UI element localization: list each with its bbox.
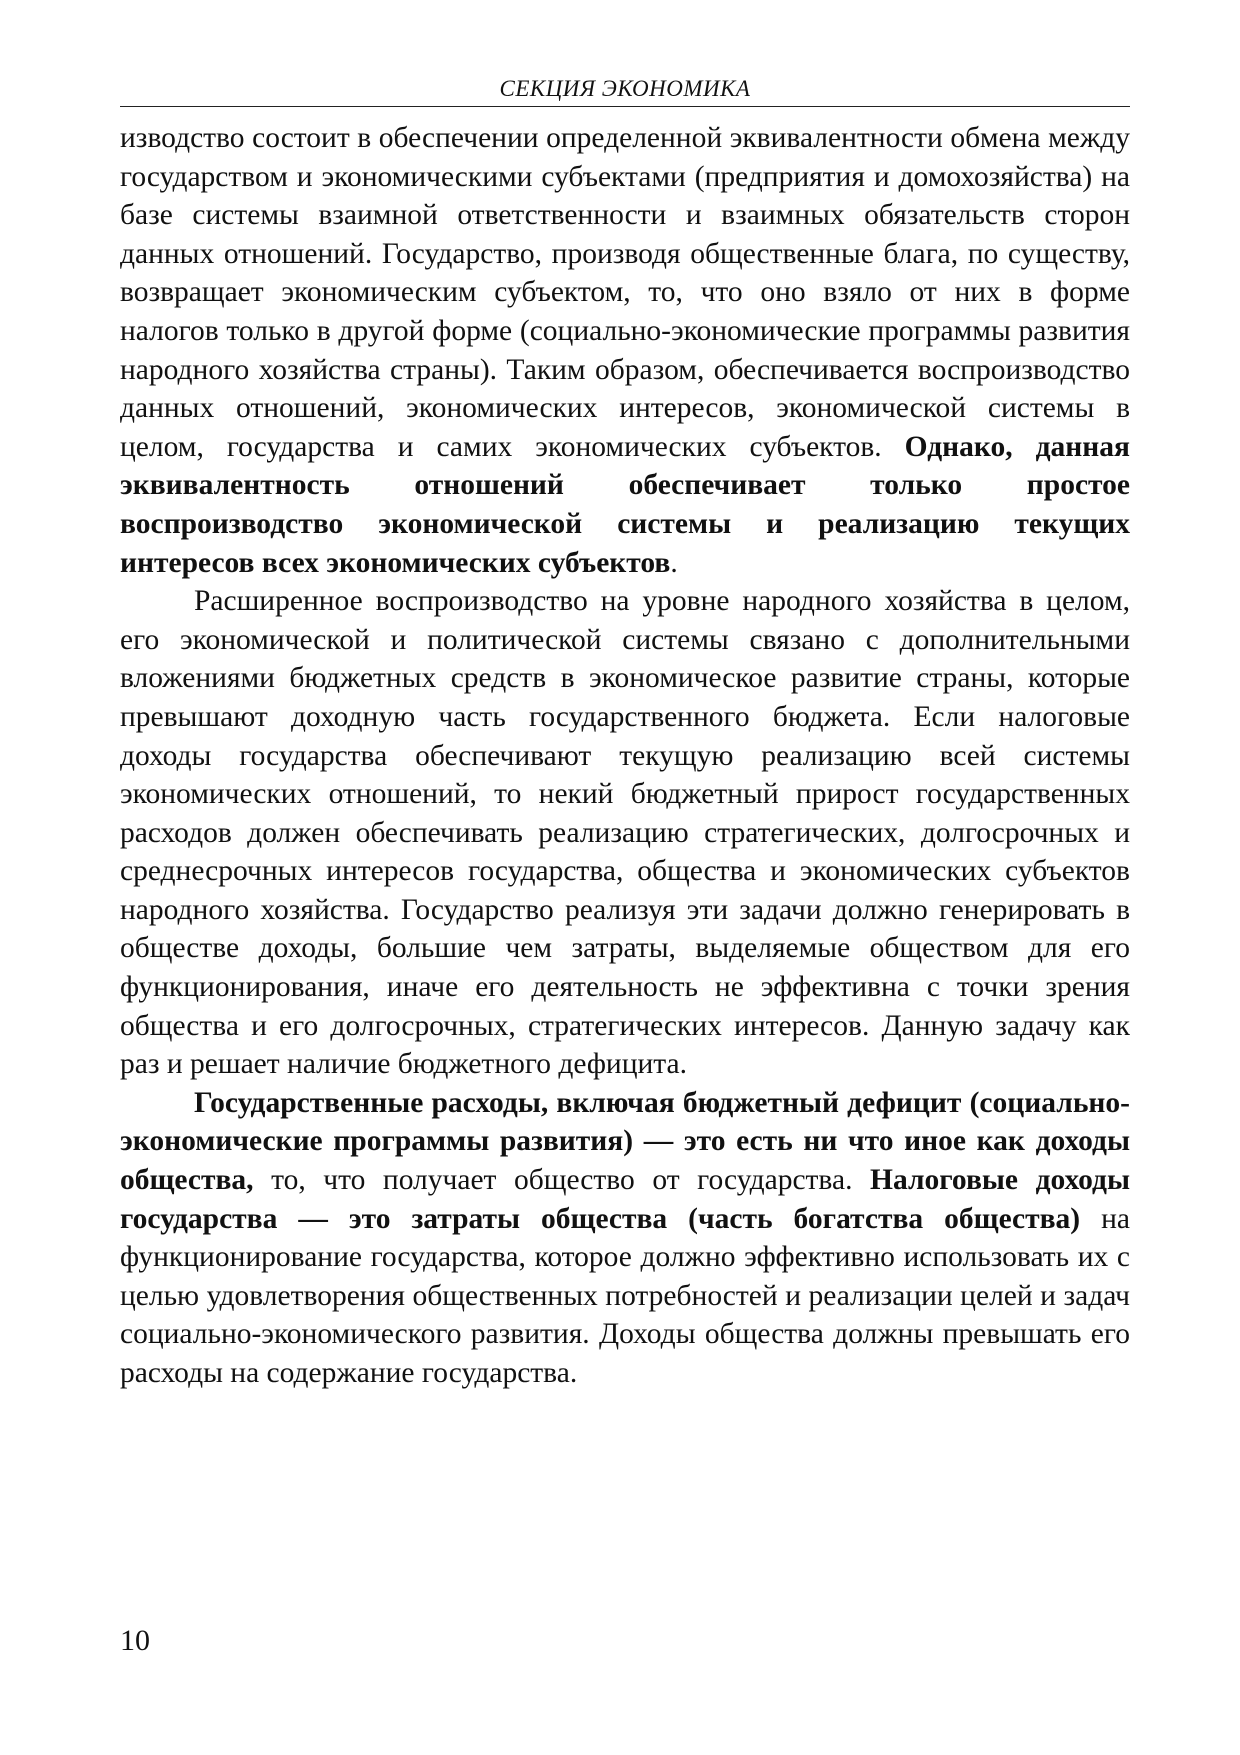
header-rule xyxy=(120,106,1130,107)
paragraph-3-bold-1: Государственные расходы, включая бюджетный дефицит (социально-экономические программы развития) — это есть ни что иное как доходы общества, xyxy=(120,1086,1130,1197)
paragraph-3-text-1: то, что получает общество от государства. xyxy=(253,1164,871,1197)
page-number: 10 xyxy=(120,1624,150,1657)
paragraph-3-bold-2: Налоговые доходы государства — это затраты общества (часть богатства общества) xyxy=(120,1164,1130,1235)
paragraph-3-text-2: на функционирование государства, которое должно эффективно использовать их с целью удовлетворения общественных потребностей и реализации целей и задач социально-экономического развития. Доходы общества должны превышать его расходы на содержание государства. xyxy=(120,1202,1131,1389)
paragraph-continued xyxy=(120,119,1130,582)
paragraph-1-text: изводство состоит в обеспечении определенной эквивалентности обмена между государством и экономическими субъектами (предприятия и домохозяйства) на базе системы взаимной ответственности и взаимных обязательств сторон данных отношений. Государство, производя общественные блага, по существу, возвращает экономическим субъектом, то, что оно взяло от них в форме налогов только в другой форме (социально-экономические программы развития народного хозяйства страны). Таким образом, обеспечивается воспроизводство данных отношений, экономических интересов, экономической системы в целом, государства и самих экономических субъектов. xyxy=(120,122,1130,463)
body-text xyxy=(120,119,1130,1393)
paragraph-expanded-reproduction xyxy=(120,582,1130,1084)
running-header-title: СЕКЦИЯ ЭКОНОМИКА xyxy=(499,76,751,101)
paragraph-1-end: . xyxy=(670,546,678,579)
paragraph-2-text: Расширенное воспроизводство на уровне народного хозяйства в целом, его экономической и политической системы связано с дополнительными вложениями бюджетных средств в экономическое развитие страны, которые превышают доходную часть государственного бюджета. Если налоговые доходы государства обеспечивают текущую реализацию всей системы экономических отношений, то некий бюджетный прирост государственных расходов должен обеспечивать реализацию стратегических, долгосрочных и среднесрочных интересов государства, общества и экономических субъектов народного хозяйства. Государство реализуя эти задачи должно генерировать в обществе доходы, большие чем затраты, выделяемые обществом для его функционирования, иначе его деятельность не эффективна с точки зрения общества и его долгосрочных, стратегических интересов. Данную задачу как раз и решает наличие бюджетного дефицита. xyxy=(120,585,1130,1081)
paragraph-1-bold-statement: Однако, данная эквивалентность отношений обеспечивает только простое воспроизводство экономической системы и реализацию текущих интересов всех экономических субъектов xyxy=(120,430,1130,579)
paragraph-government-expenditures xyxy=(120,1084,1130,1393)
